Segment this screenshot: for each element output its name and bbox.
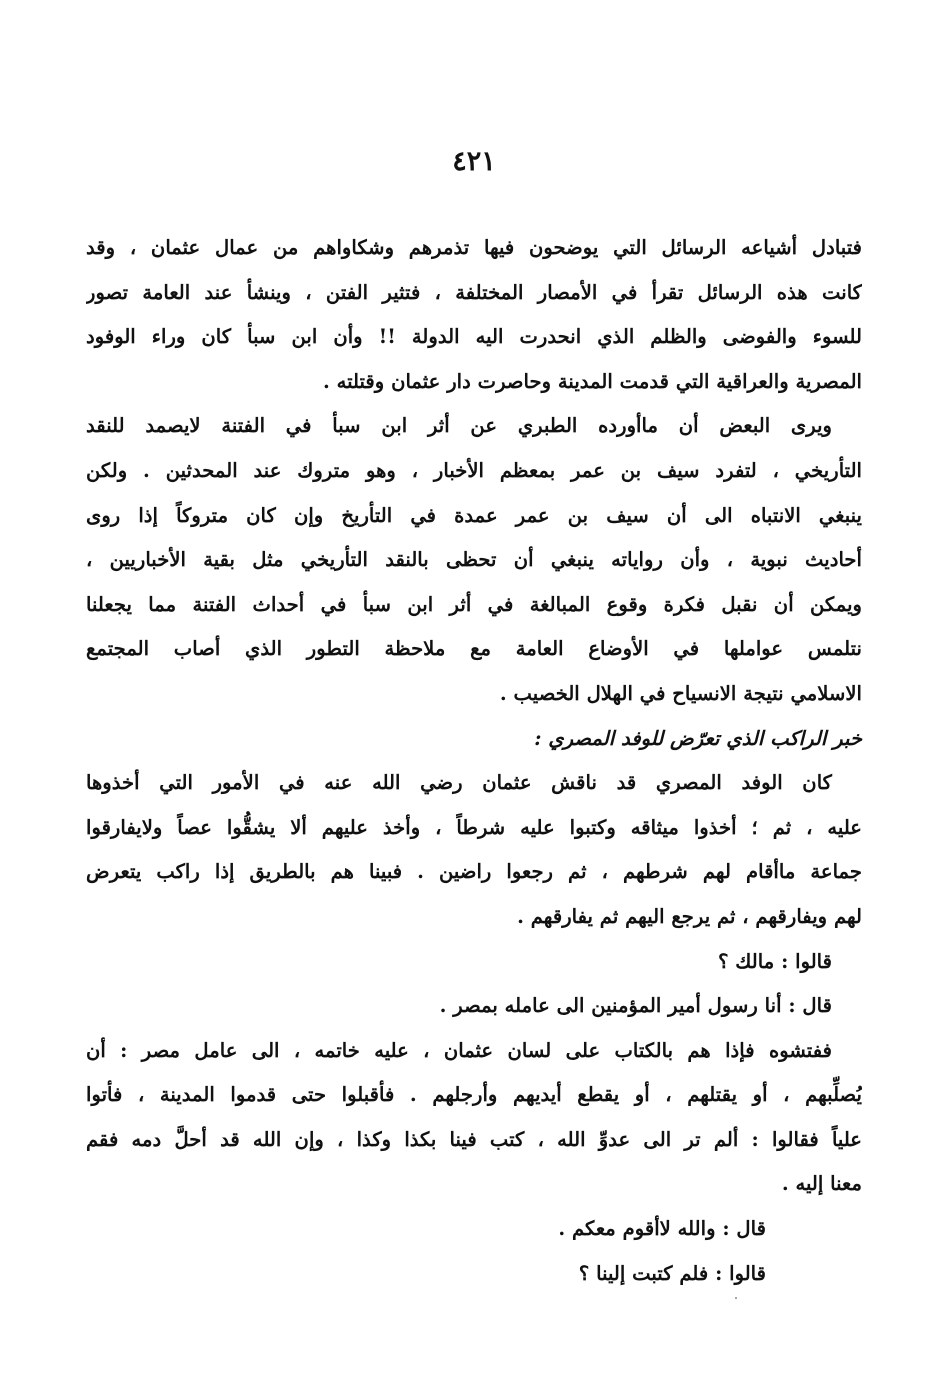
- paragraph-start-line: ويرى البعض أن ماأورده الطبري عن أثر ابن سبأ في الفتنة لايصمد للنقد: [86, 414, 832, 438]
- text-line: كانت هذه الرسائل تقرأ في الأمصار المختلفة ، فتثير الفتن ، وينشأ عند العامة تصور: [86, 280, 862, 304]
- dialogue-line: قالوا : فلم كتبت إلينا ؟: [578, 1261, 766, 1285]
- text-line: معنا إليه .: [781, 1172, 862, 1196]
- dialogue-line: قال : والله لاأقوم معكم .: [558, 1217, 766, 1241]
- page-number: ٤٢١: [452, 146, 496, 177]
- paragraph-start-line: ففتشوه فإذا هم بالكتاب على لسان عثمان ، عليه خاتمه ، الى عامل مصر : أن: [86, 1038, 832, 1062]
- dialogue-line: قالوا : مالك ؟: [718, 949, 832, 973]
- section-heading: خبر الراكب الذي تعرّض للوفد المصري :: [534, 726, 862, 750]
- text-line: أحاديث نبوية ، وأن رواياته ينبغي أن تحظى بالنقد التأريخي مثل بقية الأخباريين ،: [86, 548, 862, 572]
- text-line: ويمكن أن نقبل فكرة وقوع المبالغة في أثر ابن سبأ في أحداث الفتنة مما يجعلنا: [86, 592, 862, 616]
- text-line: جماعة ماأقام لهم شرطهم ، ثم رجعوا راضين . فبينا هم بالطريق إذا راكب يتعرض: [86, 860, 862, 884]
- text-line: علياً فقالوا : ألم تر الى عدوِّ الله ، كتب فينا بكذا وكذا ، وإن الله قد أحلَّ دمه فقم: [86, 1127, 862, 1151]
- text-line: يُصلِّبهم ، أو يقتلهم ، أو يقطع أيديهم وأرجلهم . فأقبلوا حتى قدموا المدينة ، فأتوا: [86, 1083, 862, 1107]
- dialogue-line: قال : أنا رسول أمير المؤمنين الى عامله بمصر .: [439, 994, 832, 1018]
- text-line: ينبغي الانتباه الى أن سيف بن عمر عمدة في التأريخ وإن كان متروكاً إذا روى: [86, 503, 862, 527]
- paragraph-start-line: كان الوفد المصري قد ناقش عثمان رضي الله عنه في الأمور التي أخذوها: [86, 771, 832, 795]
- text-line: لهم ويفارقهم ، ثم يرجع اليهم ثم يفارقهم .: [517, 904, 862, 928]
- text-line: للسوء والفوضى والظلم الذي انحدرت اليه الدولة !! وأن ابن سبأ كان وراء الوفود: [86, 325, 862, 349]
- print-speck: [735, 1297, 737, 1299]
- text-line: الاسلامي نتيجة الانسياح في الهلال الخصيب .: [499, 681, 862, 705]
- text-line: المصرية والعراقية التي قدمت المدينة وحاصرت دار عثمان وقتلته .: [322, 369, 862, 393]
- text-line: التأريخي ، لتفرد سيف بن عمر بمعظم الأخبار ، وهو متروك عند المحدثين . ولكن: [86, 458, 862, 482]
- text-line: فتبادل أشياعه الرسائل التي يوضحون فيها تذمرهم وشكاواهم من عمال عثمان ، وقد: [86, 236, 862, 259]
- text-line: عليه ، ثم ؛ أخذوا ميثاقه وكتبوا عليه شرطاً ، وأخذ عليهم ألا يشقُّوا عصاً ولايفارقوا: [86, 815, 862, 839]
- text-line: نتلمس عواملها في الأوضاع العامة مع ملاحظة التطور الذي أصاب المجتمع: [86, 637, 862, 661]
- body-text: [86, 226, 862, 1296]
